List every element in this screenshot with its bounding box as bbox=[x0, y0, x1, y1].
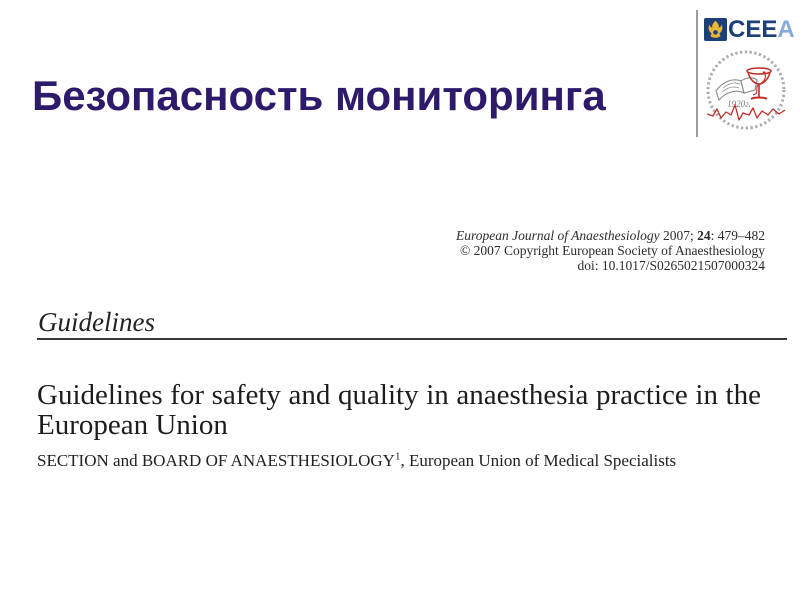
ceea-wordmark-accent: A bbox=[777, 16, 795, 43]
journal-name: European Journal of Anaesthesiology bbox=[455, 228, 660, 243]
ceea-emblem-icon bbox=[704, 18, 727, 41]
citation-copyright: © 2007 Copyright European Society of Anaesthesiology bbox=[460, 243, 765, 258]
article-title-line-1: Guidelines for safety and quality in anaesthesia practice in the bbox=[37, 379, 761, 411]
emblem-year-text: 1920г. bbox=[727, 99, 751, 109]
ceea-wordmark-main: CEE bbox=[728, 16, 778, 43]
journal-issue: 2007; bbox=[659, 228, 698, 243]
authors-part-1: SECTION and BOARD OF ANAESTHESIOLOGY bbox=[37, 451, 395, 470]
ceea-wordmark bbox=[728, 18, 795, 41]
citation-doi: doi: 10.1017/S0265021507000324 bbox=[577, 258, 765, 273]
slide-title: Безопасность мониторинга bbox=[32, 72, 606, 119]
authors-line bbox=[37, 451, 676, 471]
citation-line-1 bbox=[456, 228, 765, 243]
section-rule-line bbox=[37, 338, 787, 340]
article-title-line-2: European Union bbox=[37, 409, 228, 441]
section-label: Guidelines bbox=[38, 307, 155, 337]
journal-pages: : 479–482 bbox=[710, 228, 765, 243]
journal-volume: 24 bbox=[697, 228, 711, 243]
ceea-logo bbox=[704, 18, 795, 41]
authors-superscript: 1 bbox=[394, 450, 401, 463]
article-title bbox=[37, 380, 761, 440]
branding-divider-line bbox=[696, 10, 698, 137]
society-emblem-logo bbox=[703, 50, 789, 136]
journal-citation bbox=[456, 228, 765, 273]
authors-part-2: , European Union of Medical Specialists bbox=[400, 451, 677, 470]
